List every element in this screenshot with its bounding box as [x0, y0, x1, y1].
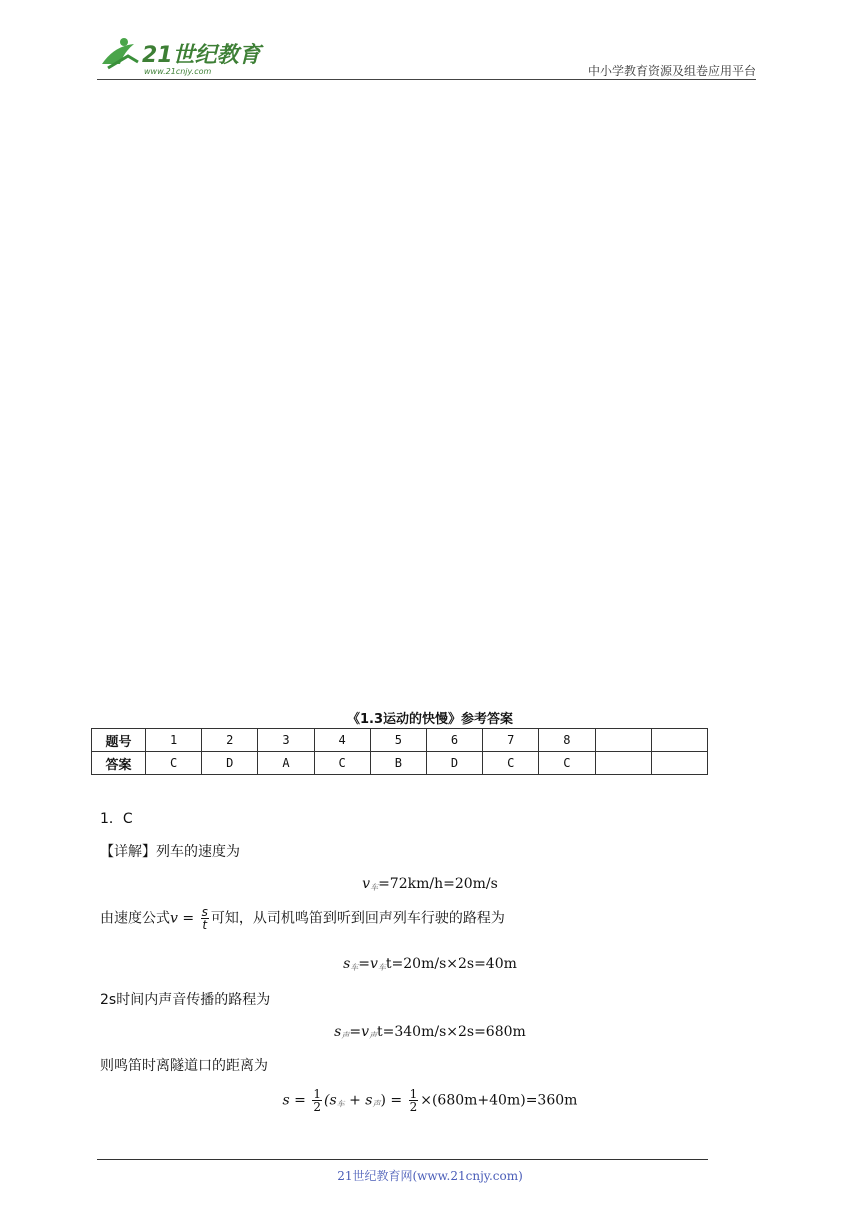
site-logo [94, 34, 264, 78]
equation-4 [0, 1088, 860, 1113]
eq2-sub1: 车 [350, 963, 359, 972]
question-number: 7 [483, 729, 539, 752]
answer-choice: C [314, 752, 370, 775]
question-number: 5 [370, 729, 426, 752]
answer-choice: D [426, 752, 482, 775]
formula-line-pre: 由速度公式 [100, 910, 170, 927]
sound-path-intro: 2s时间内声音传播的路程为 [100, 992, 271, 1008]
answer-choice: D [202, 752, 258, 775]
eq3-rest: t=340m/s×2s=680m [377, 1024, 526, 1040]
eq3-sub1: 声 [341, 1031, 350, 1040]
footer-divider [97, 1159, 708, 1160]
eq1-rest: =72km/h=20m/s [378, 876, 498, 892]
answer-choice: C [539, 752, 595, 775]
question-number: 2 [202, 729, 258, 752]
eq4-sub-sound: 声 [372, 1099, 381, 1109]
eq4-half-b [409, 1088, 419, 1113]
formula-line [100, 906, 505, 931]
question-1-heading: 1．C [100, 811, 133, 827]
answer-table [91, 728, 708, 775]
eq4-half-b-num: 1 [409, 1087, 418, 1101]
row-label-answer: 答案 [92, 752, 146, 775]
formula-fraction [201, 906, 209, 931]
formula-line-post: 可知，从司机鸣笛到听到回声列车行驶的路程为 [210, 910, 505, 927]
answer-choice [651, 752, 707, 775]
eq4-half-b-den: 2 [409, 1100, 418, 1114]
eq2-rest: t=20m/s×2s=40m [385, 956, 517, 972]
answer-choice: C [146, 752, 202, 775]
footer-link[interactable]: 21世纪教育网(www.21cnjy.com) [337, 1169, 523, 1183]
eq4-half-a-den: 2 [313, 1100, 322, 1114]
formula-v: v [170, 910, 178, 927]
eq2-s: s [343, 956, 351, 972]
answer-table-title: 《1.3运动的快慢》参考答案 [346, 712, 514, 727]
eq4-paren-close: ) = [380, 1092, 407, 1109]
question-number: 4 [314, 729, 370, 752]
answer-choice: B [370, 752, 426, 775]
logo-text: 21世纪教育 [142, 43, 261, 68]
eq1-sub: 车 [370, 883, 379, 892]
eq4-half-a-num: 1 [313, 1087, 322, 1101]
eq2-sub2: 车 [377, 963, 386, 972]
logo-url: www.21cnjy.com [144, 67, 212, 76]
eq2-mid: =v [358, 956, 378, 972]
eq4-tail: ×(680m+40m)=360m [420, 1092, 578, 1109]
question-number: 3 [258, 729, 314, 752]
question-number: 8 [539, 729, 595, 752]
equation-1 [0, 876, 860, 893]
eq4-half-a [312, 1088, 322, 1113]
row-label-number: 题号 [92, 729, 146, 752]
formula-eq: = [177, 910, 199, 927]
equation-2 [0, 956, 860, 973]
table-row-numbers [92, 729, 708, 752]
eq4-sub-car: 车 [336, 1099, 345, 1109]
header-divider [97, 79, 756, 80]
question-number [651, 729, 707, 752]
eq4-plus: + s [344, 1092, 373, 1109]
formula-denominator: t [202, 918, 208, 932]
eq3-mid: =v [349, 1024, 369, 1040]
detail-intro: 【详解】列车的速度为 [100, 844, 240, 860]
header-platform-text: 中小学教育资源及组卷应用平台 [587, 64, 756, 78]
question-number: 1 [146, 729, 202, 752]
eq1-v: v [362, 876, 371, 892]
answer-choice: C [483, 752, 539, 775]
question-number: 6 [426, 729, 482, 752]
answer-choice: A [258, 752, 314, 775]
formula-numerator: s [201, 905, 208, 919]
eq4-paren-open: (s [324, 1092, 337, 1109]
table-row-answers [92, 752, 708, 775]
answer-choice [595, 752, 651, 775]
distance-intro: 则鸣笛时离隧道口的距离为 [100, 1058, 268, 1074]
question-number [595, 729, 651, 752]
equation-3 [0, 1024, 860, 1041]
eq4-eq: = [289, 1092, 311, 1109]
eq3-s: s [334, 1024, 342, 1040]
eq3-sub2: 声 [369, 1031, 377, 1040]
eq4-s: s [282, 1092, 290, 1109]
